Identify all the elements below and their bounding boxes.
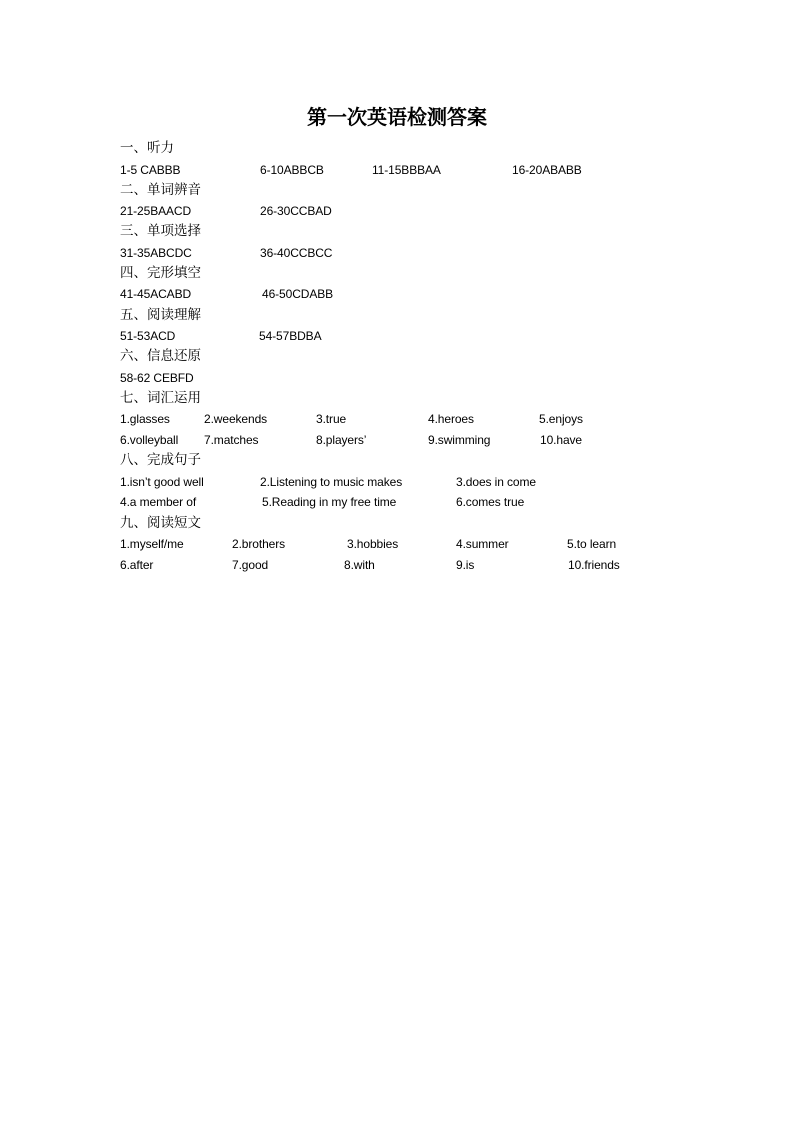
answer-item: 11-15BBBAA bbox=[372, 163, 441, 177]
answer-item: 6-10ABBCB bbox=[260, 163, 324, 177]
answer-item: 26-30CCBAD bbox=[260, 204, 332, 218]
answer-item: 6.comes true bbox=[456, 495, 525, 509]
section-heading-reading: 五、阅读理解 bbox=[120, 307, 201, 323]
answer-item: 7.good bbox=[232, 558, 269, 572]
answer-item: 21-25BAACD bbox=[120, 204, 192, 218]
answer-item: 31-35ABCDC bbox=[120, 246, 192, 260]
answer-item: 5.Reading in my free time bbox=[262, 495, 397, 509]
answer-item: 16-20ABABB bbox=[512, 163, 582, 177]
answer-item: 58-62 CEBFD bbox=[120, 371, 194, 385]
answer-item: 51-53ACD bbox=[120, 329, 176, 343]
answer-item: 4.heroes bbox=[428, 412, 474, 426]
answer-item: 3.does in come bbox=[456, 475, 536, 489]
answer-item: 3.hobbies bbox=[347, 537, 399, 551]
answer-item: 46-50CDABB bbox=[262, 287, 334, 301]
section-heading-listening: 一、听力 bbox=[120, 140, 174, 156]
answer-item: 9.swimming bbox=[428, 433, 491, 447]
answer-item: 41-45ACABD bbox=[120, 287, 192, 301]
answer-item: 8.players’ bbox=[316, 433, 367, 447]
page-title: 第一次英语检测答案 bbox=[307, 105, 487, 129]
answer-item: 2.weekends bbox=[204, 412, 268, 426]
answer-item: 5.to learn bbox=[567, 537, 617, 551]
answer-item: 6.volleyball bbox=[120, 433, 179, 447]
answer-item: 1-5 CABBB bbox=[120, 163, 181, 177]
answer-item: 2.Listening to music makes bbox=[260, 475, 403, 489]
answer-item: 1.glasses bbox=[120, 412, 170, 426]
answer-item: 54-57BDBA bbox=[259, 329, 322, 343]
answer-item: 1.isn’t good well bbox=[120, 475, 204, 489]
answer-item: 3.true bbox=[316, 412, 347, 426]
answer-item: 4.a member of bbox=[120, 495, 197, 509]
answer-item: 2.brothers bbox=[232, 537, 286, 551]
section-heading-single-choice: 三、单项选择 bbox=[120, 223, 201, 239]
answer-item: 5.enjoys bbox=[539, 412, 583, 426]
answer-item: 7.matches bbox=[204, 433, 259, 447]
answer-item: 10.friends bbox=[568, 558, 620, 572]
section-heading-info-restore: 六、信息还原 bbox=[120, 348, 201, 364]
answer-item: 8.with bbox=[344, 558, 375, 572]
answer-item: 4.summer bbox=[456, 537, 509, 551]
section-heading-sentence-completion: 八、完成句子 bbox=[120, 452, 201, 468]
answer-item: 36-40CCBCC bbox=[260, 246, 333, 260]
answer-item: 1.myself/me bbox=[120, 537, 184, 551]
section-heading-pronunciation: 二、单词辨音 bbox=[120, 182, 201, 198]
answer-item: 6.after bbox=[120, 558, 154, 572]
section-heading-vocabulary: 七、词汇运用 bbox=[120, 390, 201, 406]
answer-item: 10.have bbox=[540, 433, 583, 447]
answer-item: 9.is bbox=[456, 558, 475, 572]
section-heading-cloze: 四、完形填空 bbox=[120, 265, 201, 281]
section-heading-passage-reading: 九、阅读短文 bbox=[120, 515, 201, 531]
